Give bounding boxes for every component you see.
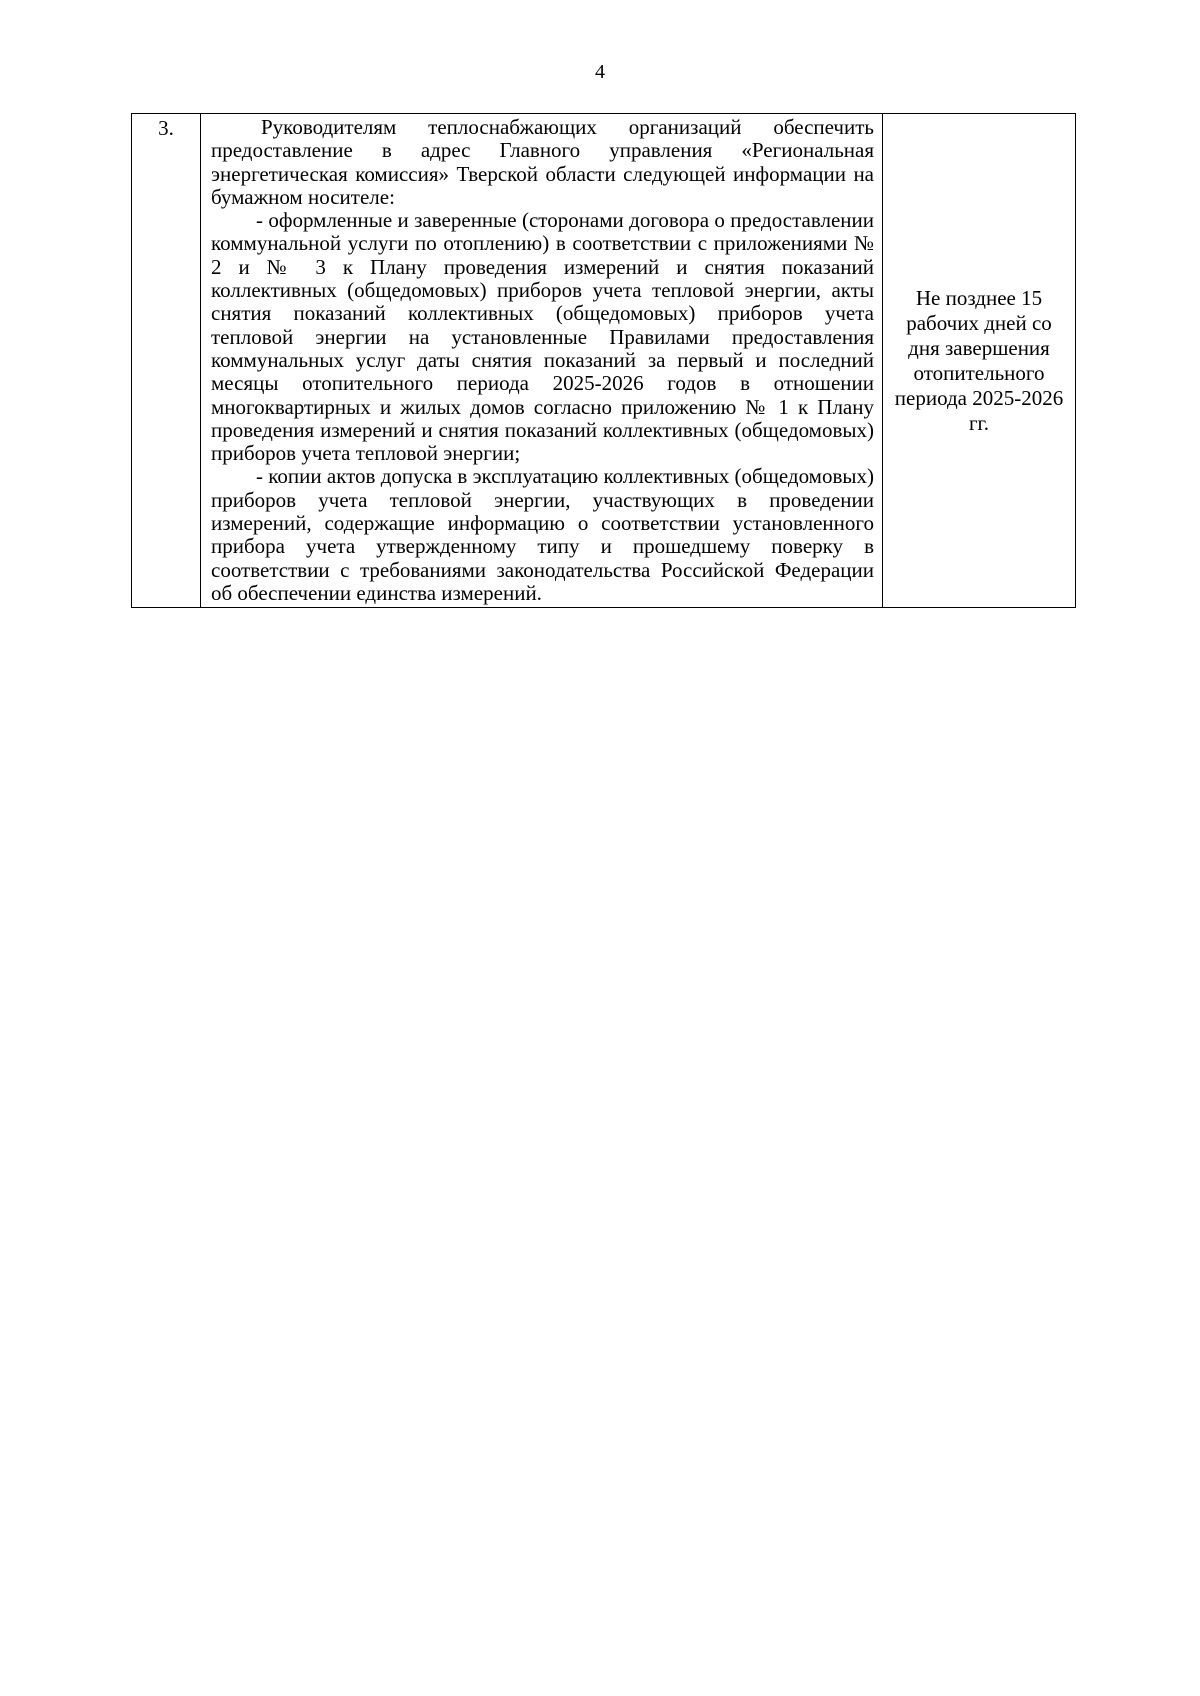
description-paragraph-intro: Руководителям теплоснабжающих организаций обеспечить предоставление в адрес Главного управления «Региональная энергетическая комиссия» Тверской области следующей информации на бумажном носителе: <box>211 115 874 209</box>
description-paragraph-copies: - копии актов допуска в эксплуатацию коллективных (общедомовых) приборов учета тепловой энергии, участвующих в проведении измерений, содержащие информацию о соответствии установленного прибора учета утвержденному типу и прошедшему поверку в соответствии с требованиями законодательства Российской Федерации об обеспечении единства измерений. <box>211 464 874 605</box>
row-number-cell: 3. <box>132 114 201 608</box>
page-number: 4 <box>595 61 605 83</box>
description-paragraph-acts: - оформленные и заверенные (сторонами договора о предоставлении коммунальной услуги по отоплению) в соответствии с приложениями № 2 и № 3 к Плану проведения измерений и снятия показаний коллективных (общедомовых) приборов учета тепловой энергии, акты снятия показаний коллективных (общедомовых) приборов учета тепловой энергии на установленные Правилами предоставления коммунальных услуг даты снятия показаний за первый и последний месяцы отопительного периода 2025-2026 годов в отношении многоквартирных и жилых домов согласно приложению № 1 к Плану проведения измерений и снятия показаний коллективных (общедомовых) приборов учета тепловой энергии; <box>211 208 874 466</box>
row-deadline-cell: Не позднее 15 рабочих дней со дня завершения отопительного периода 2025-2026 гг. <box>883 114 1076 608</box>
row-description-cell <box>201 114 883 608</box>
requirements-table <box>131 113 1076 608</box>
table-row <box>132 114 1076 608</box>
